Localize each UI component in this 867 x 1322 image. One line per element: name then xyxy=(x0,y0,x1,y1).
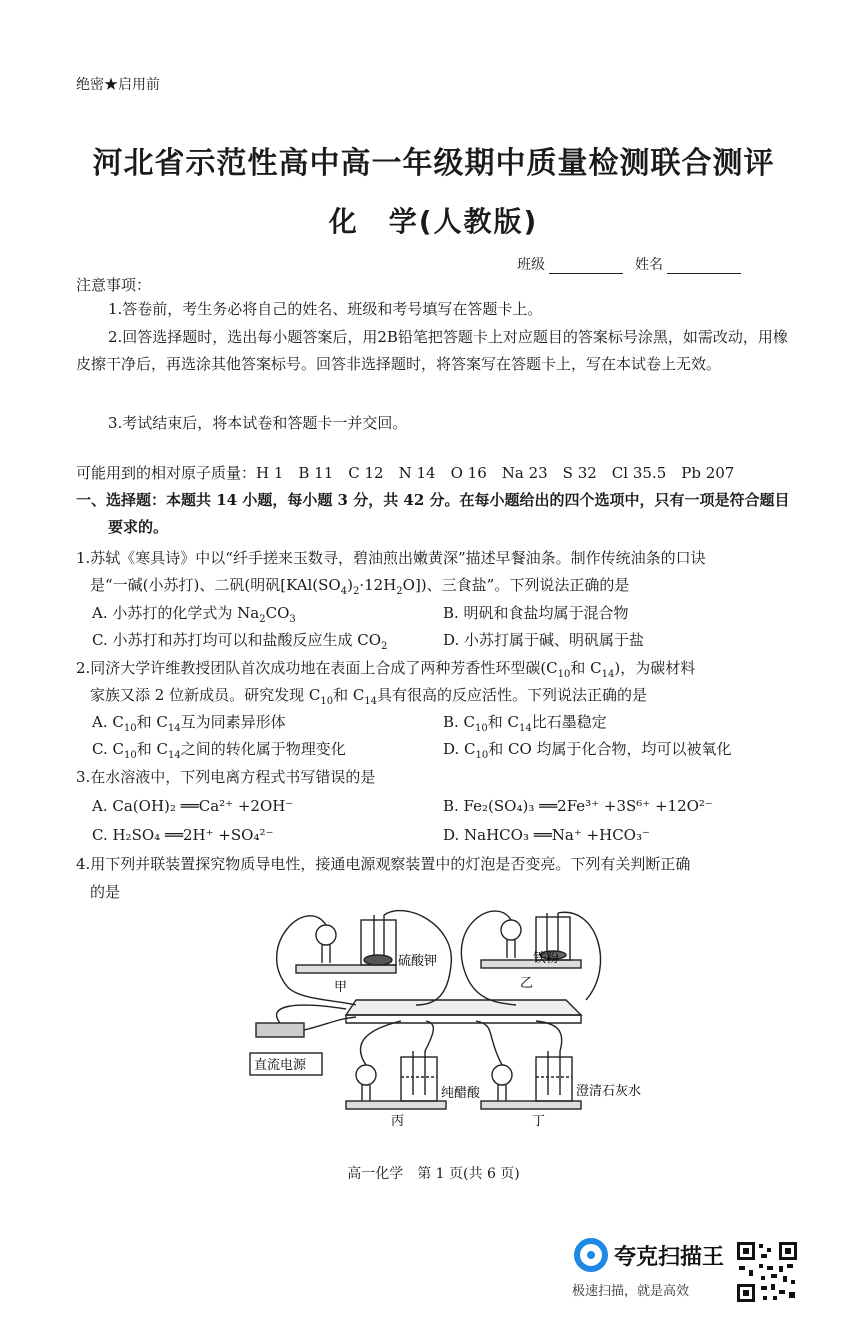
bulb-jia xyxy=(316,925,336,945)
label-jia: 甲 xyxy=(334,980,348,995)
q3-stem: 3.在水溶液中，下列电离方程式书写错误的是 xyxy=(76,768,376,786)
q2-option-c: C. $C_{10}$和 $C_{14}$之间的转化属于物理变化 xyxy=(92,740,346,761)
scanner-brand xyxy=(572,1236,732,1308)
q3-option-a: A. Ca(OH)₂ ══Ca²⁺ +2OH⁻ xyxy=(92,797,294,815)
label-limewater: 澄清石灰水 xyxy=(576,1084,642,1099)
exam-title: 河北省示范性高中高一年级期中质量检测联合测评 xyxy=(92,146,775,181)
circuit-diagram xyxy=(236,905,656,1130)
label-k2so4: 硫酸钾 xyxy=(398,954,438,969)
atomic-masses: 可能用到的相对原子质量：H 1 B 11 C 12 N 14 O 16 Na 23 S 32 Cl 35.5 Pb 207 xyxy=(76,464,735,482)
brand-tagline: 极速扫描，就是高效 xyxy=(572,1284,690,1299)
page-footer: 高一化学 第 1 页(共 6 页) xyxy=(347,1166,520,1182)
q2-stem-a: 2.同济大学许维教授团队首次成功地在表面上合成了两种芳香性环型碳($C_{10}$和 $C_{14}$)，为碳材料 xyxy=(76,659,696,680)
beaker-ding xyxy=(536,1057,572,1101)
platform-yi xyxy=(481,960,581,968)
q1-option-c: C. 小苏打和苏打均可以和盐酸反应生成 $CO_2$ xyxy=(92,631,388,652)
power-box xyxy=(256,1023,304,1037)
name-label: 姓名 xyxy=(635,257,663,273)
q2-option-b: B. $C_{10}$和 $C_{14}$比石墨稳定 xyxy=(443,713,607,734)
q3-option-c: C. H₂SO₄ ══2H⁺ +SO₄²⁻ xyxy=(92,826,274,844)
q1-option-b: B. 明矾和食盐均属于混合物 xyxy=(443,604,629,622)
label-fe: 铁粉 xyxy=(533,951,560,966)
bulb-ding xyxy=(492,1065,512,1085)
platform-bing xyxy=(346,1101,446,1109)
notice-item-2: 2.回答选择题时，选出每小题答案后，用2B铅笔把答题卡上对应题目的答案标号涂黑，如需改动，用橡皮擦干净后，再选涂其他答案标号。回答非选择题时，将答案写在答题卡上，写在本试卷上无效。 xyxy=(76,328,788,373)
q2-stem-b: 家族又添 2 位新成员。研究发现 $C_{10}$和 $C_{14}$具有很高的反应活性。下列说法正确的是 xyxy=(90,686,648,707)
platform-jia xyxy=(296,965,396,973)
class-label: 班级 xyxy=(517,257,545,273)
label-acetic: 纯醋酸 xyxy=(441,1086,481,1101)
q1-stem-a: 1.苏轼《寒具诗》中以“纤手搓来玉数寻，碧油煎出嫩黄深”描述早餐油条。制作传统油条的口诀 xyxy=(76,549,706,567)
quark-logo-icon xyxy=(574,1238,608,1272)
label-power: 直流电源 xyxy=(254,1058,307,1073)
brand-name: 夸克扫描王 xyxy=(614,1245,725,1270)
notice-item-3: 3.考试结束后，将本试卷和答题卡一并交回。 xyxy=(108,414,408,432)
q2-option-d: D. $C_{10}$和 CO 均属于化合物，均可以被氧化 xyxy=(443,740,732,761)
class-blank xyxy=(549,259,623,274)
main-board xyxy=(346,1000,581,1015)
notice-item-1: 1.答卷前，考生务必将自己的姓名、班级和考号填写在答题卡上。 xyxy=(108,300,543,318)
class-name-line xyxy=(517,254,753,274)
beaker-bing xyxy=(401,1057,437,1101)
label-yi: 乙 xyxy=(520,976,534,991)
q1-option-d: D. 小苏打属于碱、明矾属于盐 xyxy=(443,631,645,649)
q3-option-d: D. NaHCO₃ ══Na⁺ +HCO₃⁻ xyxy=(443,826,650,844)
bulb-yi xyxy=(501,920,521,940)
name-blank xyxy=(667,259,741,274)
secret-label: 绝密★启用前 xyxy=(76,77,160,93)
label-bing: 丙 xyxy=(391,1114,405,1129)
platform-ding xyxy=(481,1101,581,1109)
q2-option-a: A. $C_{10}$和 $C_{14}$互为同素异形体 xyxy=(92,713,286,734)
bulb-bing xyxy=(356,1065,376,1085)
q1-stem-b: 是“一碱(小苏打)、二矾(明矾$[KAl(SO_4)_2\cdot 12H_2O]$)、三食盐”。下列说法正确的是 xyxy=(90,576,630,597)
section-1-heading: 一、选择题：本题共 14 小题，每小题 3 分，共 42 分。在每小题给出的四个选项中，只有一项是符合题目要求的。 xyxy=(76,491,790,536)
q3-option-b: B. Fe₂(SO₄)₃ ══2Fe³⁺ +3S⁶⁺ +12O²⁻ xyxy=(443,797,713,815)
q1-option-a: A. 小苏打的化学式为 $Na_2CO_3$ xyxy=(92,604,296,625)
notice-heading: 注意事项： xyxy=(76,276,152,294)
label-ding: 丁 xyxy=(532,1114,546,1129)
q4-stem-a: 4.用下列并联装置探究物质导电性，接通电源观察装置中的灯泡是否变亮。下列有关判断正确 xyxy=(76,855,691,873)
qr-code-icon xyxy=(735,1240,799,1304)
subject-title: 化 学(人教版) xyxy=(328,205,539,238)
q4-stem-b: 的是 xyxy=(90,883,121,901)
